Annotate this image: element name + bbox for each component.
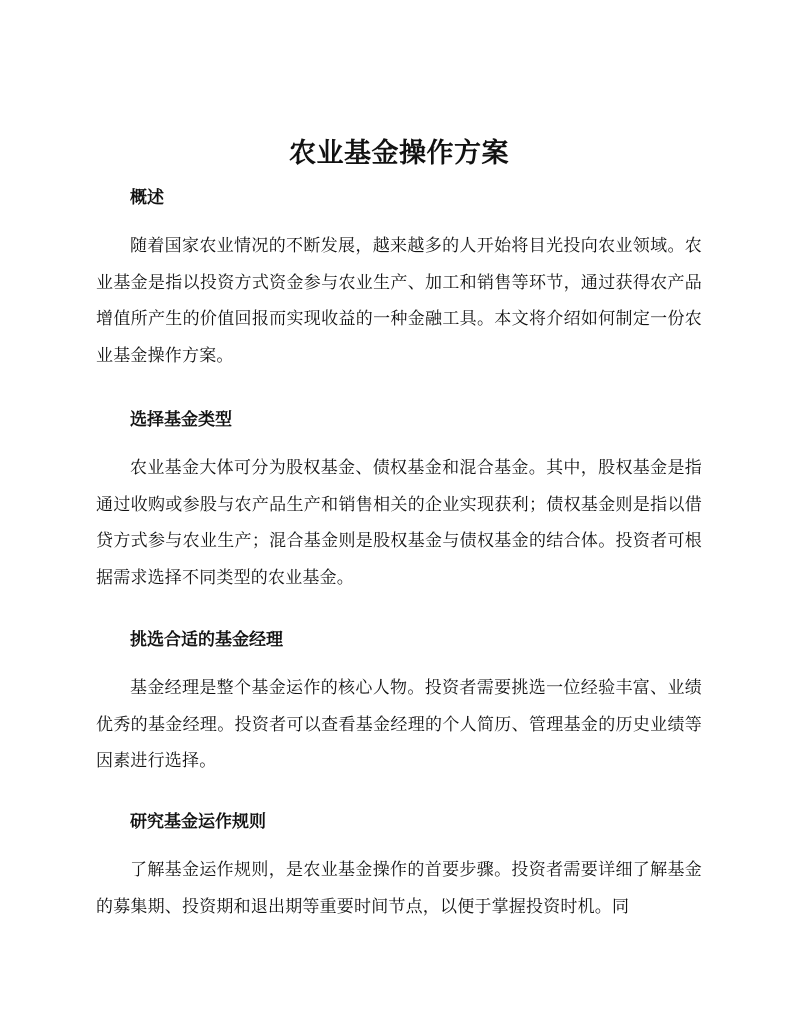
section-heading-operation-rules: 研究基金运作规则	[130, 812, 266, 832]
document-title: 农业基金操作方案	[289, 138, 509, 169]
section-heading-overview: 概述	[130, 188, 164, 208]
section-heading-fund-manager: 挑选合适的基金经理	[130, 630, 283, 650]
section-heading-fund-type: 选择基金类型	[130, 410, 232, 430]
section-paragraph-operation-rules: 了解基金运作规则，是农业基金操作的首要步骤。投资者需要详细了解基金的募集期、投资期和退出期等重要时间节点，以便于掌握投资时机。同	[96, 860, 702, 917]
section-paragraph-fund-type: 农业基金大体可分为股权基金、债权基金和混合基金。其中，股权基金是指通过收购或参股与农产品生产和销售相关的企业实现获利；债权基金则是指以借贷方式参与农业生产；混合基金则是股权基金与债权基金的结合体。投资者可根据需求选择不同类型的农业基金。	[96, 458, 702, 588]
section-paragraph-fund-manager: 基金经理是整个基金运作的核心人物。投资者需要挑选一位经验丰富、业绩优秀的基金经理。投资者可以查看基金经理的个人简历、管理基金的历史业绩等因素进行选择。	[96, 678, 702, 771]
section-paragraph-overview: 随着国家农业情况的不断发展，越来越多的人开始将目光投向农业领域。农业基金是指以投资方式资金参与农业生产、加工和销售等环节，通过获得农产品增值所产生的价值回报而实现收益的一种金融工具。本文将介绍如何制定一份农业基金操作方案。	[96, 236, 702, 366]
